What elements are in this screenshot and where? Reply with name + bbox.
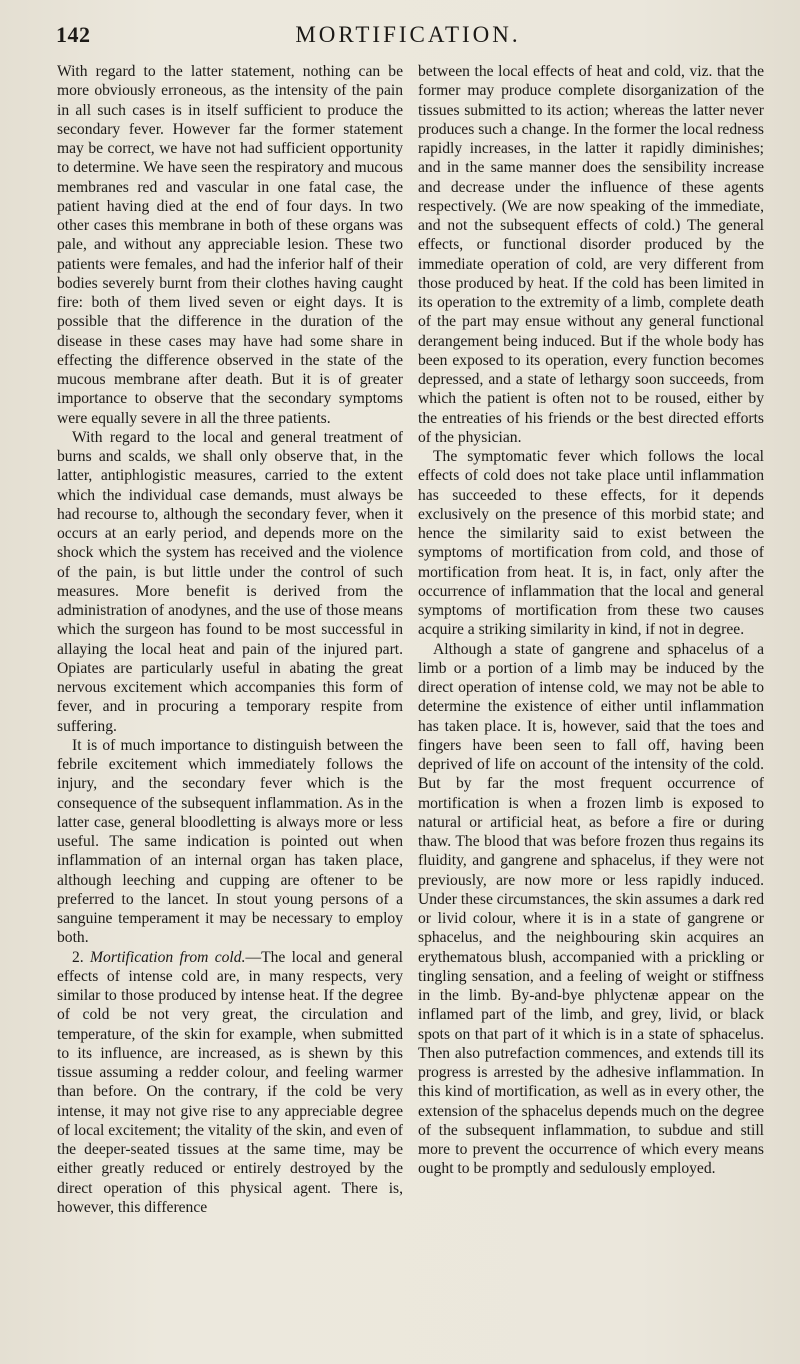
section-number: 2. [72,948,84,966]
page-number: 142 [56,22,91,47]
left-column [57,62,403,1217]
section-heading: Mortification from cold. [90,948,246,966]
paragraph: between the local effects of heat and cold, viz. that the former may produce complete disorganization of the tissues submitted to its action; whereas the latter never produces such a change. In the former the local redness rapidly increases, in the latter it rapidly diminishes; and in the same manner does the sensibility increase and decrease under the influence of these agents respectively. (We are now speaking of the immediate, and not the subsequent effects of cold.) The general effects, or functional disorder produced by the immediate operation of cold, are very different from those produced by heat. If the cold has been limited in its operation to the extremity of a limb, complete death of the part may ensue without any general functional derangement being induced. But if the whole body has been exposed to its operation, every function becomes depressed, and a state of lethargy soon succeeds, from which the patient is often not to be roused, either by the entreaties of his friends or the best directed efforts of the physician. [418,63,764,446]
page-header [56,22,760,56]
paragraph: Although a state of gangrene and sphacelus of a limb or a portion of a limb may be induced by the direct operation of intense cold, we may not be able to determine the existence of either until inflammation has taken place. It is, however, said that the toes and fingers have been seen to fall off, having been deprived of life on account of the intensity of the cold. But by far the most frequent occurrence of mortification is when a frozen limb is exposed to natural or artificial heat, as before a fire or during thaw. The blood that was before frozen thus regains its fluidity, and gangrene and sphacelus, if they were not previously, are now more or less rapidly induced. Under these circumstances, the skin assumes a dark red or livid colour, where it is in a state of gangrene or sphacelus, and the neighbouring skin acquires an erythematous blush, accompanied with a prickling or tingling sensation, and a feeling of weight or stiffness in the limb. By-and-bye phlyctenæ appear on the inflamed part of the limb, and grey, livid, or black spots on that part of it which is in a state of sphacelus. Then also putrefaction commences, and extends till its progress is arrested by the adhesive inflammation. In this kind of mortification, as well as in every other, the extension of the sphacelus depends much on the degree of the subsequent inflammation, to subdue and still more to prevent the occurrence of which every means ought to be promptly and sedulously employed. [418,640,764,1178]
right-column [418,62,764,1179]
paragraph: The symptomatic fever which follows the local effects of cold does not take place until inflammation has succeeded to these effects, for it depends exclusively on the presence of this morbid state; and hence the similarity said to exist between the symptoms of mortification from cold, and those of mortification from heat. It is, in fact, only after the occurrence of inflammation that the local and general symptoms of mortification from these two causes acquire a striking similarity in kind, if not in degree. [418,448,764,639]
paragraph: It is of much importance to distinguish between the febrile excitement which immediately follows the injury, and the secondary fever which is the consequence of the subsequent inflammation. As in the latter case, general bloodletting is always more or less useful. The same indication is pointed out when inflammation of an internal organ has taken place, although leeching and cupping are oftener to be preferred to the lancet. In stout young persons of a sanguine temperament it may be necessary to employ both. [57,736,403,947]
paragraph: With regard to the local and general treatment of burns and scalds, we shall only observe that, in the latter, antiphlogistic measures, carried to the extent which the individual case demands, must always be had recourse to, although the secondary fever, when it occurs at an early period, and depends more on the shock which the system has received and the violence of the pain, is but little under the control of such measures. More benefit is derived from the administration of anodynes, and the use of those means which the surgeon has found to be most successful in allaying the local heat and pain of the injured part. Opiates are particularly useful in abating the great nervous excitement which accompanies this form of fever, and in procuring a temporary respite from suffering. [57,428,403,735]
section-paragraph [57,948,403,1218]
section-text: —The local and general effects of intense cold are, in many respects, very similar to those produced by intense heat. If the degree of cold be not very great, the circulation and temperature, of the skin for example, when submitted to its influence, are increased, as is shewn by this tissue assuming a redder colour, and feeling warmer than before. On the contrary, if the cold be very intense, it may not give rise to any appreciable degree of local excitement; the vitality of the skin, and even of the deeper-seated tissues at the same time, may be either greatly reduced or entirely destroyed by the direct operation of this physical agent. There is, however, this difference [57,948,403,1216]
running-head: MORTIFICATION. [295,22,521,47]
paragraph: With regard to the latter statement, nothing can be more obviously erroneous, as the intensity of the pain in all such cases is in itself sufficient to produce the secondary fever. However far the former statement may be correct, we have not had sufficient opportunity to determine. We have seen the respiratory and mucous membranes red and vascular in one fatal case, the patient having died at the end of four days. In two other cases this membrane in both of these organs was pale, and without any appreciable lesion. These two patients were females, and had the inferior half of their bodies severely burnt from their clothes having caught fire: both of them lived seven or eight days. It is possible that the difference in the duration of the disease in these cases may have had some share in effecting the difference observed in the state of the mucous membrane after death. But it is of greater importance to observe that the secondary symptoms were equally severe in all the three patients. [57,63,403,427]
